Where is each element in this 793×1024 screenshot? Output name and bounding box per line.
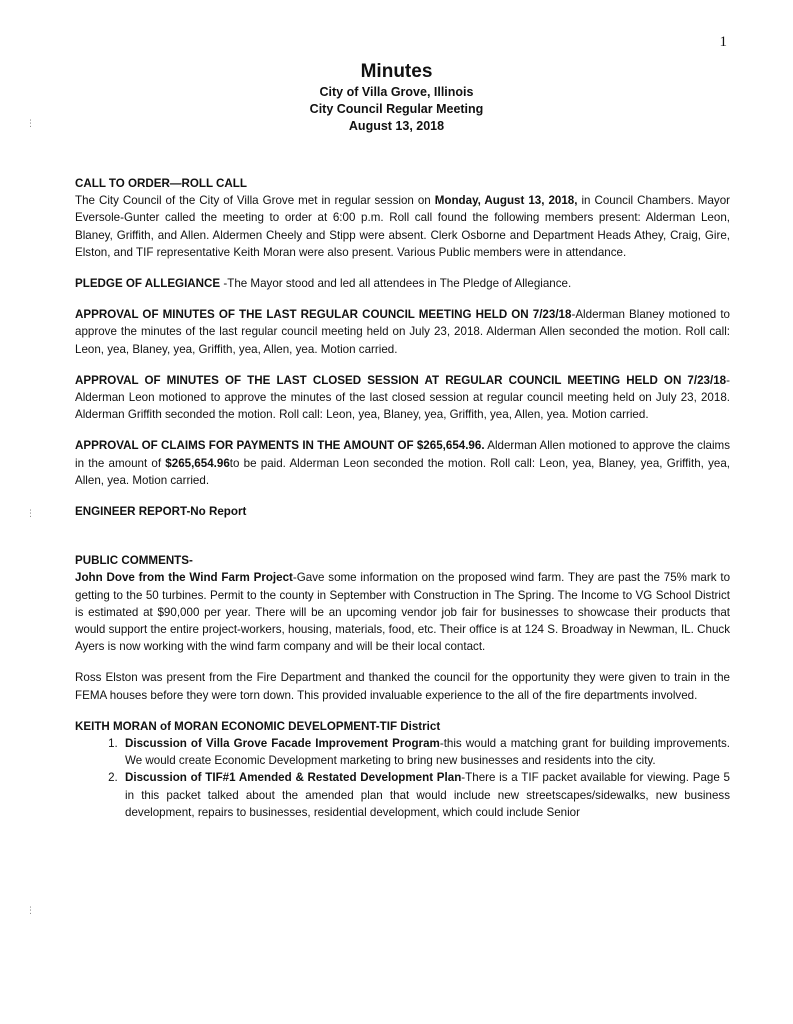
section-text: -Gave some information on the proposed wind farm. They are past the 75% mark to getting to the 50 turbines. Permit to the county in September with Construction in The Spring. The Income to VG School District is estimated at $90,000 per year. There will be an upcoming vendor job fair for businesses to showcase their products that would support the entire project-workers, housing, materials, food, etc. Their office is at 124 S. Broadway in Newman, IL. Chuck Ayers is now working with the wind farm company and will be their local contact. (75, 571, 731, 654)
section-text: Ross Elston was present from the Fire Department and thanked the council for the opportunity they were given to train in the FEMA houses before they were torn down. This provided invaluable experience to the all of the fire departments involved. (75, 671, 730, 702)
meeting-type: City Council Regular Meeting (309, 102, 484, 116)
meeting-date: August 13, 2018 (348, 119, 445, 133)
section-minutes-regular (75, 306, 730, 358)
city-name: City of Villa Grove, Illinois (319, 85, 474, 99)
section-text: -Alderman Leon motioned to approve the minutes of the last closed session at regular council meeting held on July 23, 2018. Alderman Griffith seconded the motion. Roll call: Leon, yea, Blaney, yea, Griffith, yea, Allen, yea. Motion carried. (75, 373, 730, 422)
section-heading: APPROVAL OF CLAIMS FOR PAYMENTS IN THE AMOUNT OF $265,654.96. (75, 439, 485, 453)
margin-mark: ⋮ (26, 118, 35, 128)
item-title: Discussion of TIF#1 Amended & Restated Development Plan (125, 771, 462, 785)
section-heading: APPROVAL OF MINUTES OF THE LAST CLOSED SESSION AT REGULAR COUNCIL MEETING HELD ON 7/23/18 (75, 373, 727, 387)
item-text: -this would a matching grant for building improvements. We would create Economic Development marketing to bring new businesses and residents into the city. (125, 737, 730, 768)
section-heading: PUBLIC COMMENTS- (75, 554, 193, 568)
section-public-comments (75, 552, 730, 655)
meeting-date-bold: Monday, August 13, 2018, (434, 194, 578, 208)
page-number: 1 (719, 34, 727, 50)
document-title: Minutes (360, 61, 433, 82)
section-heading: KEITH MORAN of MORAN ECONOMIC DEVELOPMENT-TIF District (75, 719, 441, 733)
minutes-body (75, 175, 730, 835)
section-heading: CALL TO ORDER—ROLL CALL (75, 177, 247, 190)
item-title: Discussion of Villa Grove Facade Improvement Program (125, 737, 440, 751)
section-heading: APPROVAL OF MINUTES OF THE LAST REGULAR COUNCIL MEETING HELD ON 7/23/18 (75, 308, 572, 322)
section-heading: PLEDGE OF ALLEGIANCE (75, 277, 221, 291)
section-pledge (75, 275, 730, 292)
section-tif (75, 718, 730, 821)
tif-list (75, 735, 730, 821)
section-call-to-order (75, 175, 730, 261)
section-fire-dept-comment (75, 669, 730, 703)
speaker-name: John Dove from the Wind Farm Project (75, 571, 293, 585)
item-text: -There is a TIF packet available for viewing. Page 5 in this packet talked about the amended plan that would include new streetscapes/sidewalks, new business development, repairs to businesses, residential development, which could include Senior (125, 771, 730, 819)
list-item (121, 769, 730, 821)
section-engineer (75, 503, 730, 520)
margin-mark: ⋮ (26, 508, 35, 518)
margin-mark: ⋮ (26, 905, 35, 915)
list-item (121, 735, 730, 769)
section-text: -Alderman Blaney motioned to approve the minutes of the last regular council meeting held on July 23, 2018. Alderman Allen seconded the motion. Roll call: Leon, yea, Blaney, yea, Griffith, yea, Allen, yea. Motion carried. (75, 308, 730, 356)
section-text: Alderman Allen motioned to approve the claims in the amount of (75, 439, 730, 470)
section-text: The City Council of the City of Villa Grove met in regular session on (75, 194, 435, 208)
section-text: to be paid. Alderman Leon seconded the motion. Roll call: Leon, yea, Blaney, yea, Griffith, yea, Allen, yea. Motion carried. (75, 456, 730, 487)
document-header (0, 60, 793, 135)
section-heading: ENGINEER REPORT-No Report (75, 505, 247, 519)
claims-amount: $265,654.96 (165, 456, 230, 470)
section-claims (75, 437, 730, 489)
section-text: in Council Chambers. Mayor Eversole-Gunter called the meeting to order at 6:00 p.m. Roll call found the following members present: Alderman Leon, Blaney, Griffith, and Allen. Aldermen Cheely and Stipp were absent. Clerk Osborne and Department Heads Athey, Craig, Gire, Elston, and TIF representative Keith Moran were also present. Various Public members were in attendance. (75, 194, 731, 259)
section-text: -The Mayor stood and led all attendees in The Pledge of Allegiance. (220, 277, 572, 291)
section-minutes-closed (75, 372, 730, 424)
